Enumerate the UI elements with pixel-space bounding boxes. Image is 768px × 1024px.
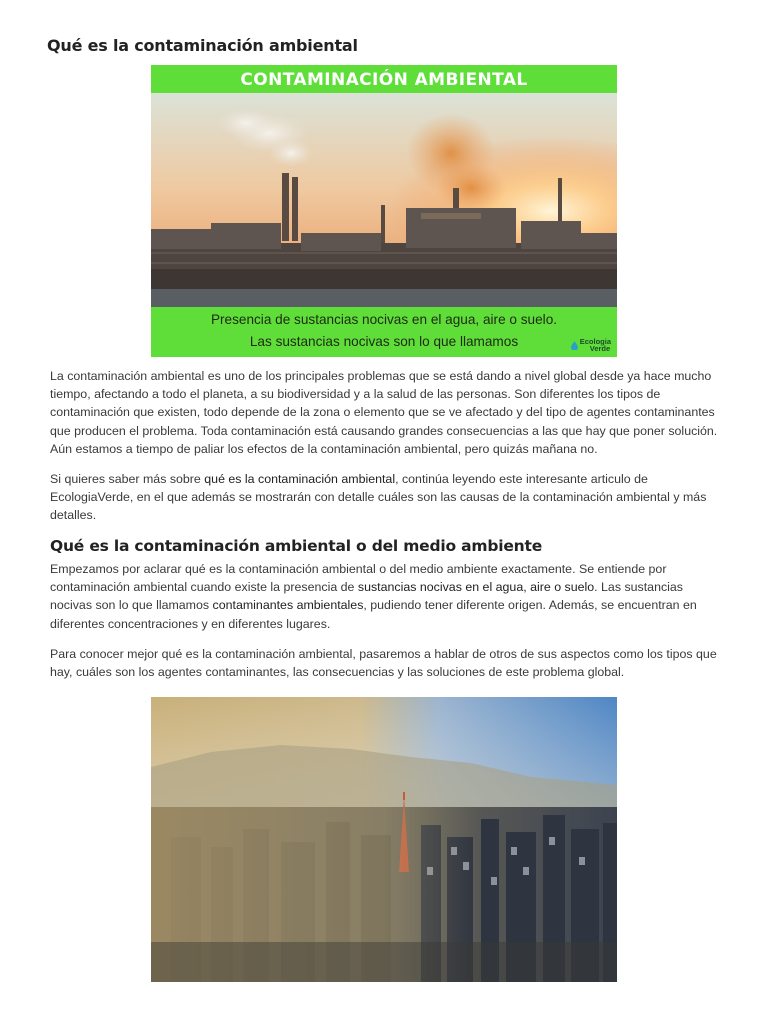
banner-caption-line: Las sustancias nocivas son lo que llamamos xyxy=(249,333,519,349)
text-span: Si quieres saber más sobre xyxy=(50,472,205,486)
intro-paragraph-1: La contaminación ambiental es uno de los principales problemas que se está dando a nivel global desde ya hace mucho tiempo, afectando a todo el planeta, a su biodiversidad y a la salud de las personas. Son diferentes los tipos de contaminación que existen, todo depende de la zona o elemento que se ve afectado y del tipo de agentes contaminantes que producen el problema. Toda contaminación está causando grandes consecuencias a las que hay que poner solución. Aún estamos a tiempo de paliar los efectos de la contaminación ambiental, pero quizás mañana no. xyxy=(50,369,718,456)
logo-text-line1: Ecologia xyxy=(579,337,611,346)
section-paragraph-2: Para conocer mejor qué es la contaminación ambiental, pasaremos a hablar de otros de sus aspectos como los tipos que hay, cuáles son los agentes contaminantes, las consecuencias y las soluciones de este problema global. xyxy=(50,647,717,680)
logo-text-line2: Verde xyxy=(589,344,611,353)
highlight-noxious-substances: sustancias nocivas en el agua, aire o suelo xyxy=(357,580,595,595)
industrial-smokestacks-photo xyxy=(151,93,617,307)
banner-title: CONTAMINACIÓN AMBIENTAL xyxy=(240,70,528,90)
text-span: , continúa leyendo este interesante articulo de EcologiaVerde, en el que además se mostrarán con detalle cuáles son las causas de la contaminación ambiental y más detalles. xyxy=(50,472,707,523)
water-drop-icon xyxy=(571,341,578,350)
ecologiaverde-logo xyxy=(571,338,611,352)
polluted-vs-clean-city-photo xyxy=(151,697,617,982)
text-span: Empezamos por aclarar qué es la contaminación ambiental o del medio ambiente exactamente. Se entiende por contaminación ambiental cuando existe la presencia de xyxy=(50,562,667,595)
highlight-contaminants: contaminantes ambientales xyxy=(212,598,364,613)
text-span: . Las sustancias nocivas son lo que llamamos xyxy=(50,580,684,613)
banner-caption xyxy=(181,309,587,357)
article-title: Qué es la contaminación ambiental xyxy=(47,36,358,55)
section-paragraph-1 xyxy=(50,560,722,633)
text-span: , pudiendo tener diferente origen. Además, se encuentran en diferentes concentraciones y en diferentes lugares. xyxy=(50,598,697,631)
intro-paragraph-2 xyxy=(50,470,722,525)
contamination-banner-image xyxy=(151,65,617,357)
banner-caption-line xyxy=(181,352,587,357)
banner-caption-line: Presencia de sustancias nocivas en el agua, aire o suelo. xyxy=(210,312,558,327)
section-heading: Qué es la contaminación ambiental o del medio ambiente xyxy=(50,537,543,555)
keyword-link[interactable]: qué es la contaminación ambiental xyxy=(204,472,396,486)
